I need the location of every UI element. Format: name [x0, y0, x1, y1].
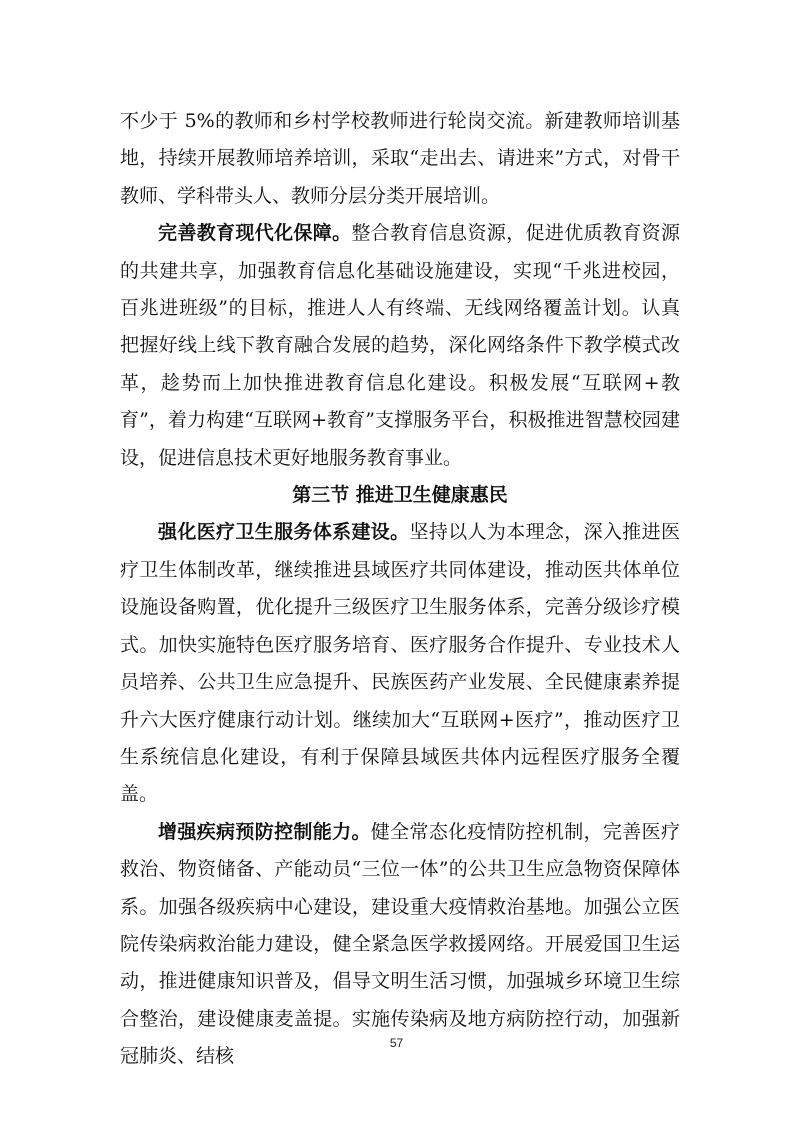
paragraph-text: 健全常态化疫情防控机制，完善医疗救治、物资储备、产能动员“三位一体”的公共卫生应急物资保障体系。加强各级疾病中心建设，建设重大疫情救治基地。加强公立医院传染病救治能力建设，健全紧急医学救援网络。开展爱国卫生运动，推进健康知识普及，倡导文明生活习惯，加强城乡环境卫生综合整治，建设健康麦盖提。实施传染病及地方病防控行动，加强新冠肺炎、结核 — [120, 820, 680, 1068]
paragraph-continuation — [120, 103, 680, 215]
paragraph-lead-heading: 完善教育现代化保障。 — [158, 222, 352, 245]
paragraph-medical-system — [120, 514, 680, 813]
page-number: 57 — [389, 1036, 404, 1050]
paragraph-text: 坚持以人为本理念，深入推进医疗卫生体制改革，继续推进县域医疗共同体建设，推动医共体单位设施设备购置，优化提升三级医疗卫生服务体系，完善分级诊疗模式。加快实施特色医疗服务培育、医疗服务合作提升、专业技术人员培养、公共卫生应急提升、民族医药产业发展、全民健康素养提升六大医疗健康行动计划。继续加大“互联网+医疗”，推动医疗卫生系统信息化建设，有利于保障县域医共体内远程医疗服务全覆盖。 — [120, 521, 680, 806]
paragraph-text: 不少于 5%的教师和乡村学校教师进行轮岗交流。新建教师培训基地，持续开展教师培养培训，采取“走出去、请进来”方式，对骨干教师、学科带头人、教师分层分类开展培训。 — [120, 110, 680, 207]
paragraph-education-modernization — [120, 215, 680, 477]
page-body — [120, 103, 680, 1076]
paragraph-lead-heading: 强化医疗卫生服务体系建设。 — [158, 521, 410, 544]
section-title: 第三节 推进卫生健康惠民 — [292, 484, 508, 507]
paragraph-lead-heading: 增强疾病预防控制能力。 — [158, 820, 371, 843]
paragraph-text: 整合教育信息资源，促进优质教育资源的共建共享，加强教育信息化基础设施建设，实现“千兆进校园，百兆进班级”的目标，推进人人有终端、无线网络覆盖计划。认真把握好线上线下教育融合发展的趋势，深化网络条件下教学模式改革，趁势而上加快推进教育信息化建设。积极发展“互联网+教育”，着力构建“互联网+教育”支撑服务平台，积极推进智慧校园建设，促进信息技术更好地服务教育事业。 — [120, 222, 680, 469]
